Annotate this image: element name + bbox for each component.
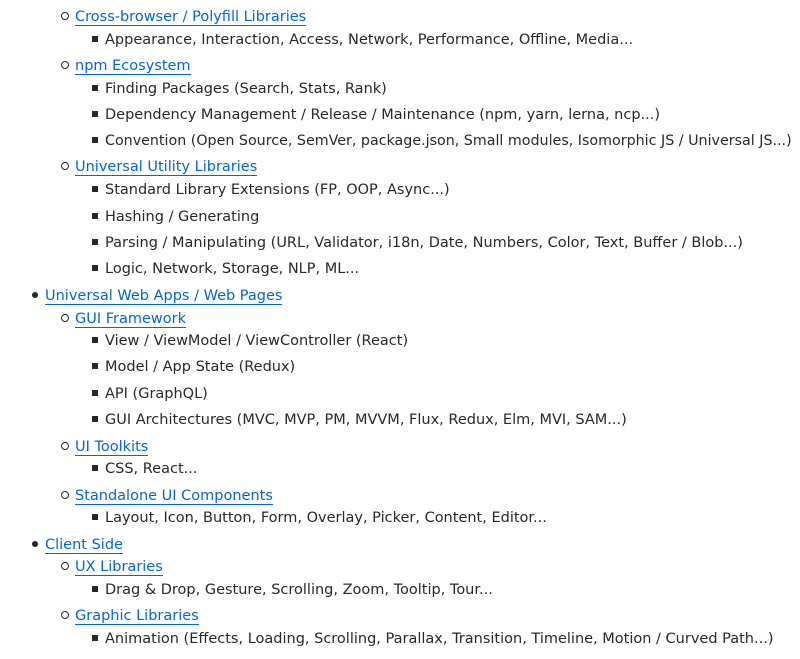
- list-item-text: Standard Library Extensions (FP, OOP, Async...): [105, 182, 450, 198]
- circle-bullet-icon: [59, 435, 73, 459]
- square-bullet-icon: [89, 231, 103, 255]
- cross-browser-link[interactable]: Cross-browser / Polyfill Libraries: [75, 9, 307, 25]
- square-bullet-icon: [89, 257, 103, 281]
- circle-bullet-icon: [59, 604, 73, 628]
- square-bullet-icon: [89, 205, 103, 229]
- client-side-link[interactable]: Client Side: [45, 537, 123, 553]
- square-bullet-icon: [89, 408, 103, 432]
- square-bullet-icon: [89, 178, 103, 202]
- list-item-text: Finding Packages (Search, Stats, Rank): [105, 81, 387, 97]
- list-item-text: View / ViewModel / ViewController (React): [105, 333, 409, 349]
- list-item-text: Parsing / Manipulating (URL, Validator, i18n, Date, Numbers, Color, Text, Buffer / Blob...): [105, 235, 743, 251]
- list-item-text: Hashing / Generating: [105, 209, 260, 225]
- square-bullet-icon: [89, 457, 103, 481]
- ux-libraries-link[interactable]: UX Libraries: [75, 559, 163, 575]
- list-item-text: GUI Architectures (MVC, MVP, PM, MVVM, Flux, Redux, Elm, MVI, SAM...): [105, 412, 627, 428]
- circle-bullet-icon: [59, 555, 73, 579]
- list-item-text: Convention (Open Source, SemVer, package.json, Small modules, Isomorphic JS / Universal JS...): [105, 133, 792, 149]
- list-item-text: CSS, React...: [105, 461, 198, 477]
- list-item-text: Logic, Network, Storage, NLP, ML...: [105, 261, 360, 277]
- graphic-libraries-link[interactable]: Graphic Libraries: [75, 608, 199, 624]
- square-bullet-icon: [89, 355, 103, 379]
- square-bullet-icon: [89, 129, 103, 153]
- circle-bullet-icon: [59, 5, 73, 29]
- circle-bullet-icon: [59, 54, 73, 78]
- circle-bullet-icon: [59, 307, 73, 331]
- npm-ecosystem-link[interactable]: npm Ecosystem: [75, 58, 191, 74]
- square-bullet-icon: [89, 329, 103, 353]
- universal-web-apps-link[interactable]: Universal Web Apps / Web Pages: [45, 288, 283, 304]
- list-item-text: Animation (Effects, Loading, Scrolling, Parallax, Transition, Timeline, Motion / Curved Path...): [105, 631, 774, 647]
- square-bullet-icon: [89, 627, 103, 651]
- circle-bullet-icon: [59, 484, 73, 508]
- disc-bullet-icon: [29, 284, 43, 308]
- list-item-text: Drag & Drop, Gesture, Scrolling, Zoom, Tooltip, Tour...: [105, 582, 493, 598]
- ui-toolkits-link[interactable]: UI Toolkits: [75, 439, 149, 455]
- list-item-text: API (GraphQL): [105, 386, 208, 402]
- square-bullet-icon: [89, 382, 103, 406]
- square-bullet-icon: [89, 578, 103, 602]
- square-bullet-icon: [89, 103, 103, 127]
- disc-bullet-icon: [29, 533, 43, 557]
- circle-bullet-icon: [59, 155, 73, 179]
- list-item-text: Appearance, Interaction, Access, Network, Performance, Offline, Media...: [105, 32, 634, 48]
- standalone-ui-link[interactable]: Standalone UI Components: [75, 488, 273, 504]
- list-item-text: Layout, Icon, Button, Form, Overlay, Picker, Content, Editor...: [105, 510, 547, 526]
- square-bullet-icon: [89, 77, 103, 101]
- square-bullet-icon: [89, 28, 103, 52]
- list-item-text: Model / App State (Redux): [105, 359, 296, 375]
- gui-framework-link[interactable]: GUI Framework: [75, 311, 187, 327]
- list-item-text: Dependency Management / Release / Maintenance (npm, yarn, lerna, ncp...): [105, 107, 661, 123]
- square-bullet-icon: [89, 506, 103, 530]
- universal-utility-link[interactable]: Universal Utility Libraries: [75, 159, 258, 175]
